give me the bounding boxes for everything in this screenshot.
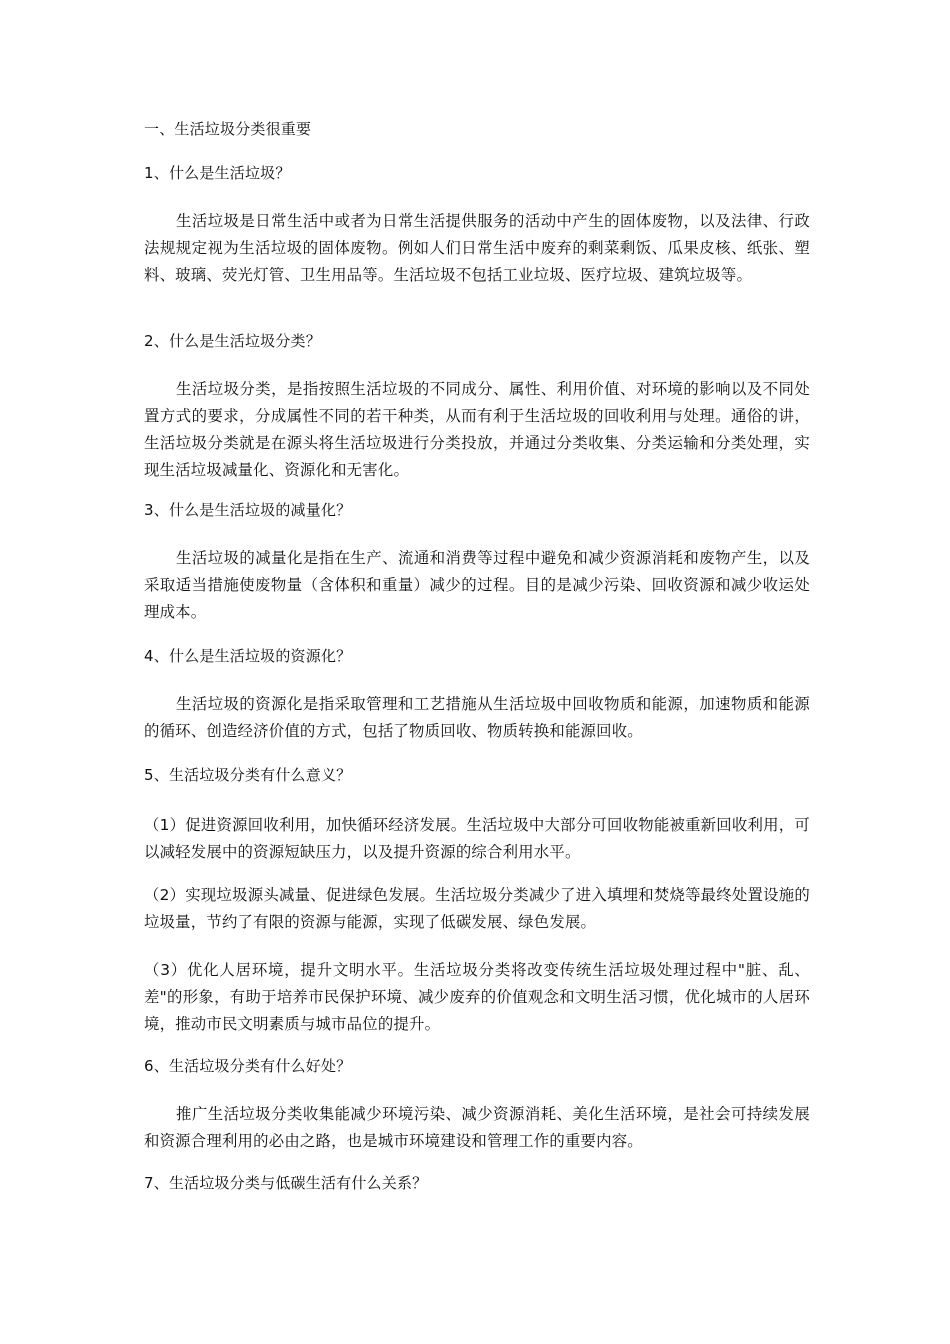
question-2: 2、什么是生活垃圾分类？ bbox=[144, 332, 321, 350]
answer-3: 生活垃圾的减量化是指在生产、流通和消费等过程中避免和减少资源消耗和废物产生，以及采取适当措施使废物量（含体积和重量）减少的过程。目的是减少污染、回收资源和减少收运处理成本。 bbox=[144, 549, 810, 621]
answer-5-item-3: （3）优化人居环境，提升文明水平。生活垃圾分类将改变传统生活垃圾处理过程中"脏、乱、差"的形象，有助于培养市民保护环境、减少废弃的价值观念和文明生活习惯，优化城市的人居环境，推动市民文明素质与城市品位的提升。 bbox=[144, 961, 810, 1033]
question-7: 7、生活垃圾分类与低碳生活有什么关系？ bbox=[144, 1174, 428, 1192]
question-1: 1、什么是生活垃圾？ bbox=[144, 164, 291, 182]
answer-6: 推广生活垃圾分类收集能减少环境污染、减少资源消耗、美化生活环境，是社会可持续发展和资源合理利用的必由之路，也是城市环境建设和管理工作的重要内容。 bbox=[144, 1105, 810, 1150]
answer-4: 生活垃圾的资源化是指采取管理和工艺措施从生活垃圾中回收物质和能源，加速物质和能源的循环、创造经济价值的方式，包括了物质回收、物质转换和能源回收。 bbox=[144, 695, 810, 740]
question-3: 3、什么是生活垃圾的减量化？ bbox=[144, 501, 352, 519]
answer-2: 生活垃圾分类，是指按照生活垃圾的不同成分、属性、利用价值、对环境的影响以及不同处置方式的要求，分成属性不同的若干种类，从而有利于生活垃圾的回收利用与处理。通俗的讲，生活垃圾分类就是在源头将生活垃圾进行分类投放，并通过分类收集、分类运输和分类处理，实现生活垃圾减量化、资源化和无害化。 bbox=[144, 380, 810, 479]
question-6: 6、生活垃圾分类有什么好处？ bbox=[144, 1057, 352, 1075]
answer-1: 生活垃圾是日常生活中或者为日常生活提供服务的活动中产生的固体废物，以及法律、行政法规规定视为生活垃圾的固体废物。例如人们日常生活中废弃的剩菜剩饭、瓜果皮核、纸张、塑料、玻璃、荧光灯管、卫生用品等。生活垃圾不包括工业垃圾、医疗垃圾、建筑垃圾等。 bbox=[144, 212, 810, 284]
question-4: 4、什么是生活垃圾的资源化？ bbox=[144, 647, 352, 665]
section-title: 一、生活垃圾分类很重要 bbox=[144, 120, 312, 138]
answer-5-item-2: （2）实现垃圾源头减量、促进绿色发展。生活垃圾分类减少了进入填埋和焚烧等最终处置设施的垃圾量，节约了有限的资源与能源，实现了低碳发展、绿色发展。 bbox=[144, 886, 810, 931]
answer-5-item-1: （1）促进资源回收利用，加快循环经济发展。生活垃圾中大部分可回收物能被重新回收利用，可以减轻发展中的资源短缺压力，以及提升资源的综合利用水平。 bbox=[144, 816, 810, 861]
question-5: 5、生活垃圾分类有什么意义？ bbox=[144, 766, 352, 784]
